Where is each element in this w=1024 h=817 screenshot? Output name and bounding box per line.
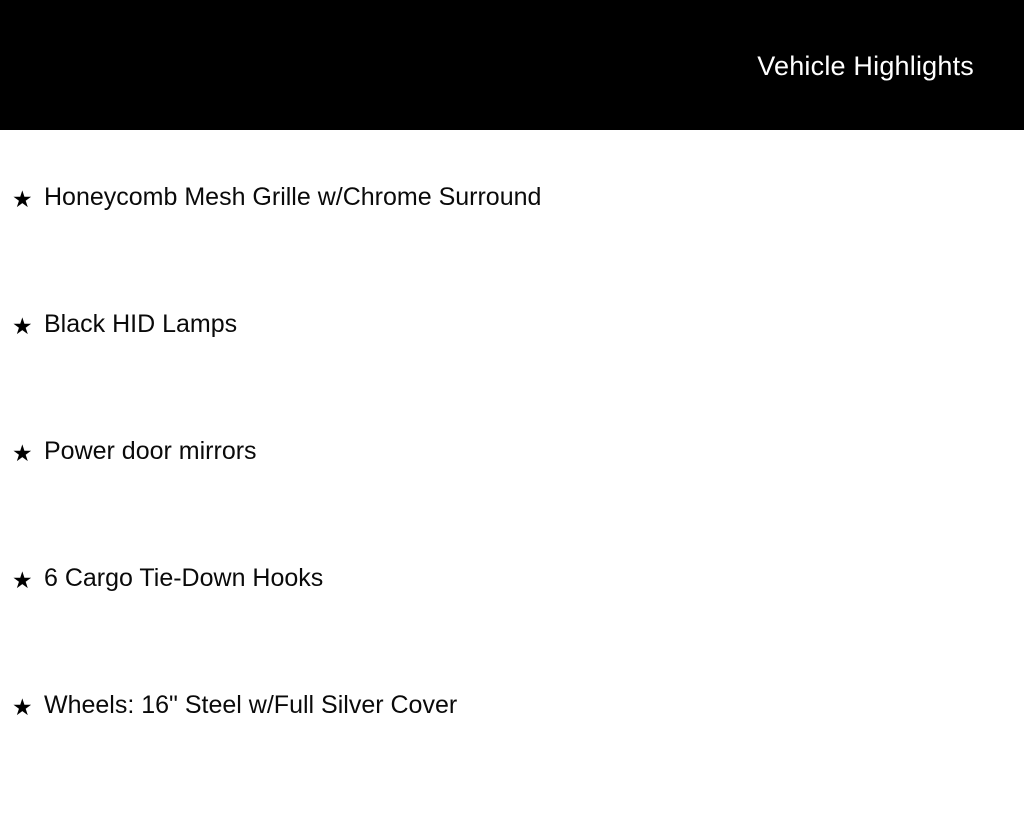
star-icon: ★ xyxy=(12,186,33,212)
star-icon: ★ xyxy=(12,567,33,593)
list-item-label: Black HID Lamps xyxy=(44,310,238,338)
list-item-label: Wheels: 16" Steel w/Full Silver Cover xyxy=(44,691,458,719)
list-item xyxy=(0,436,1024,563)
list-item xyxy=(0,309,1024,436)
vehicle-highlights-list xyxy=(0,130,1024,817)
star-icon: ★ xyxy=(12,440,33,466)
list-item-label: 6 Cargo Tie-Down Hooks xyxy=(44,564,324,592)
star-icon: ★ xyxy=(12,313,33,339)
list-item xyxy=(0,130,1024,309)
list-item-label: Power door mirrors xyxy=(44,437,257,465)
star-icon: ★ xyxy=(12,694,33,720)
list-item xyxy=(0,690,1024,817)
list-item xyxy=(0,563,1024,690)
list-item-label: Honeycomb Mesh Grille w/Chrome Surround xyxy=(44,183,542,211)
header-bar xyxy=(0,0,1024,130)
page-title: Vehicle Highlights xyxy=(757,51,974,81)
